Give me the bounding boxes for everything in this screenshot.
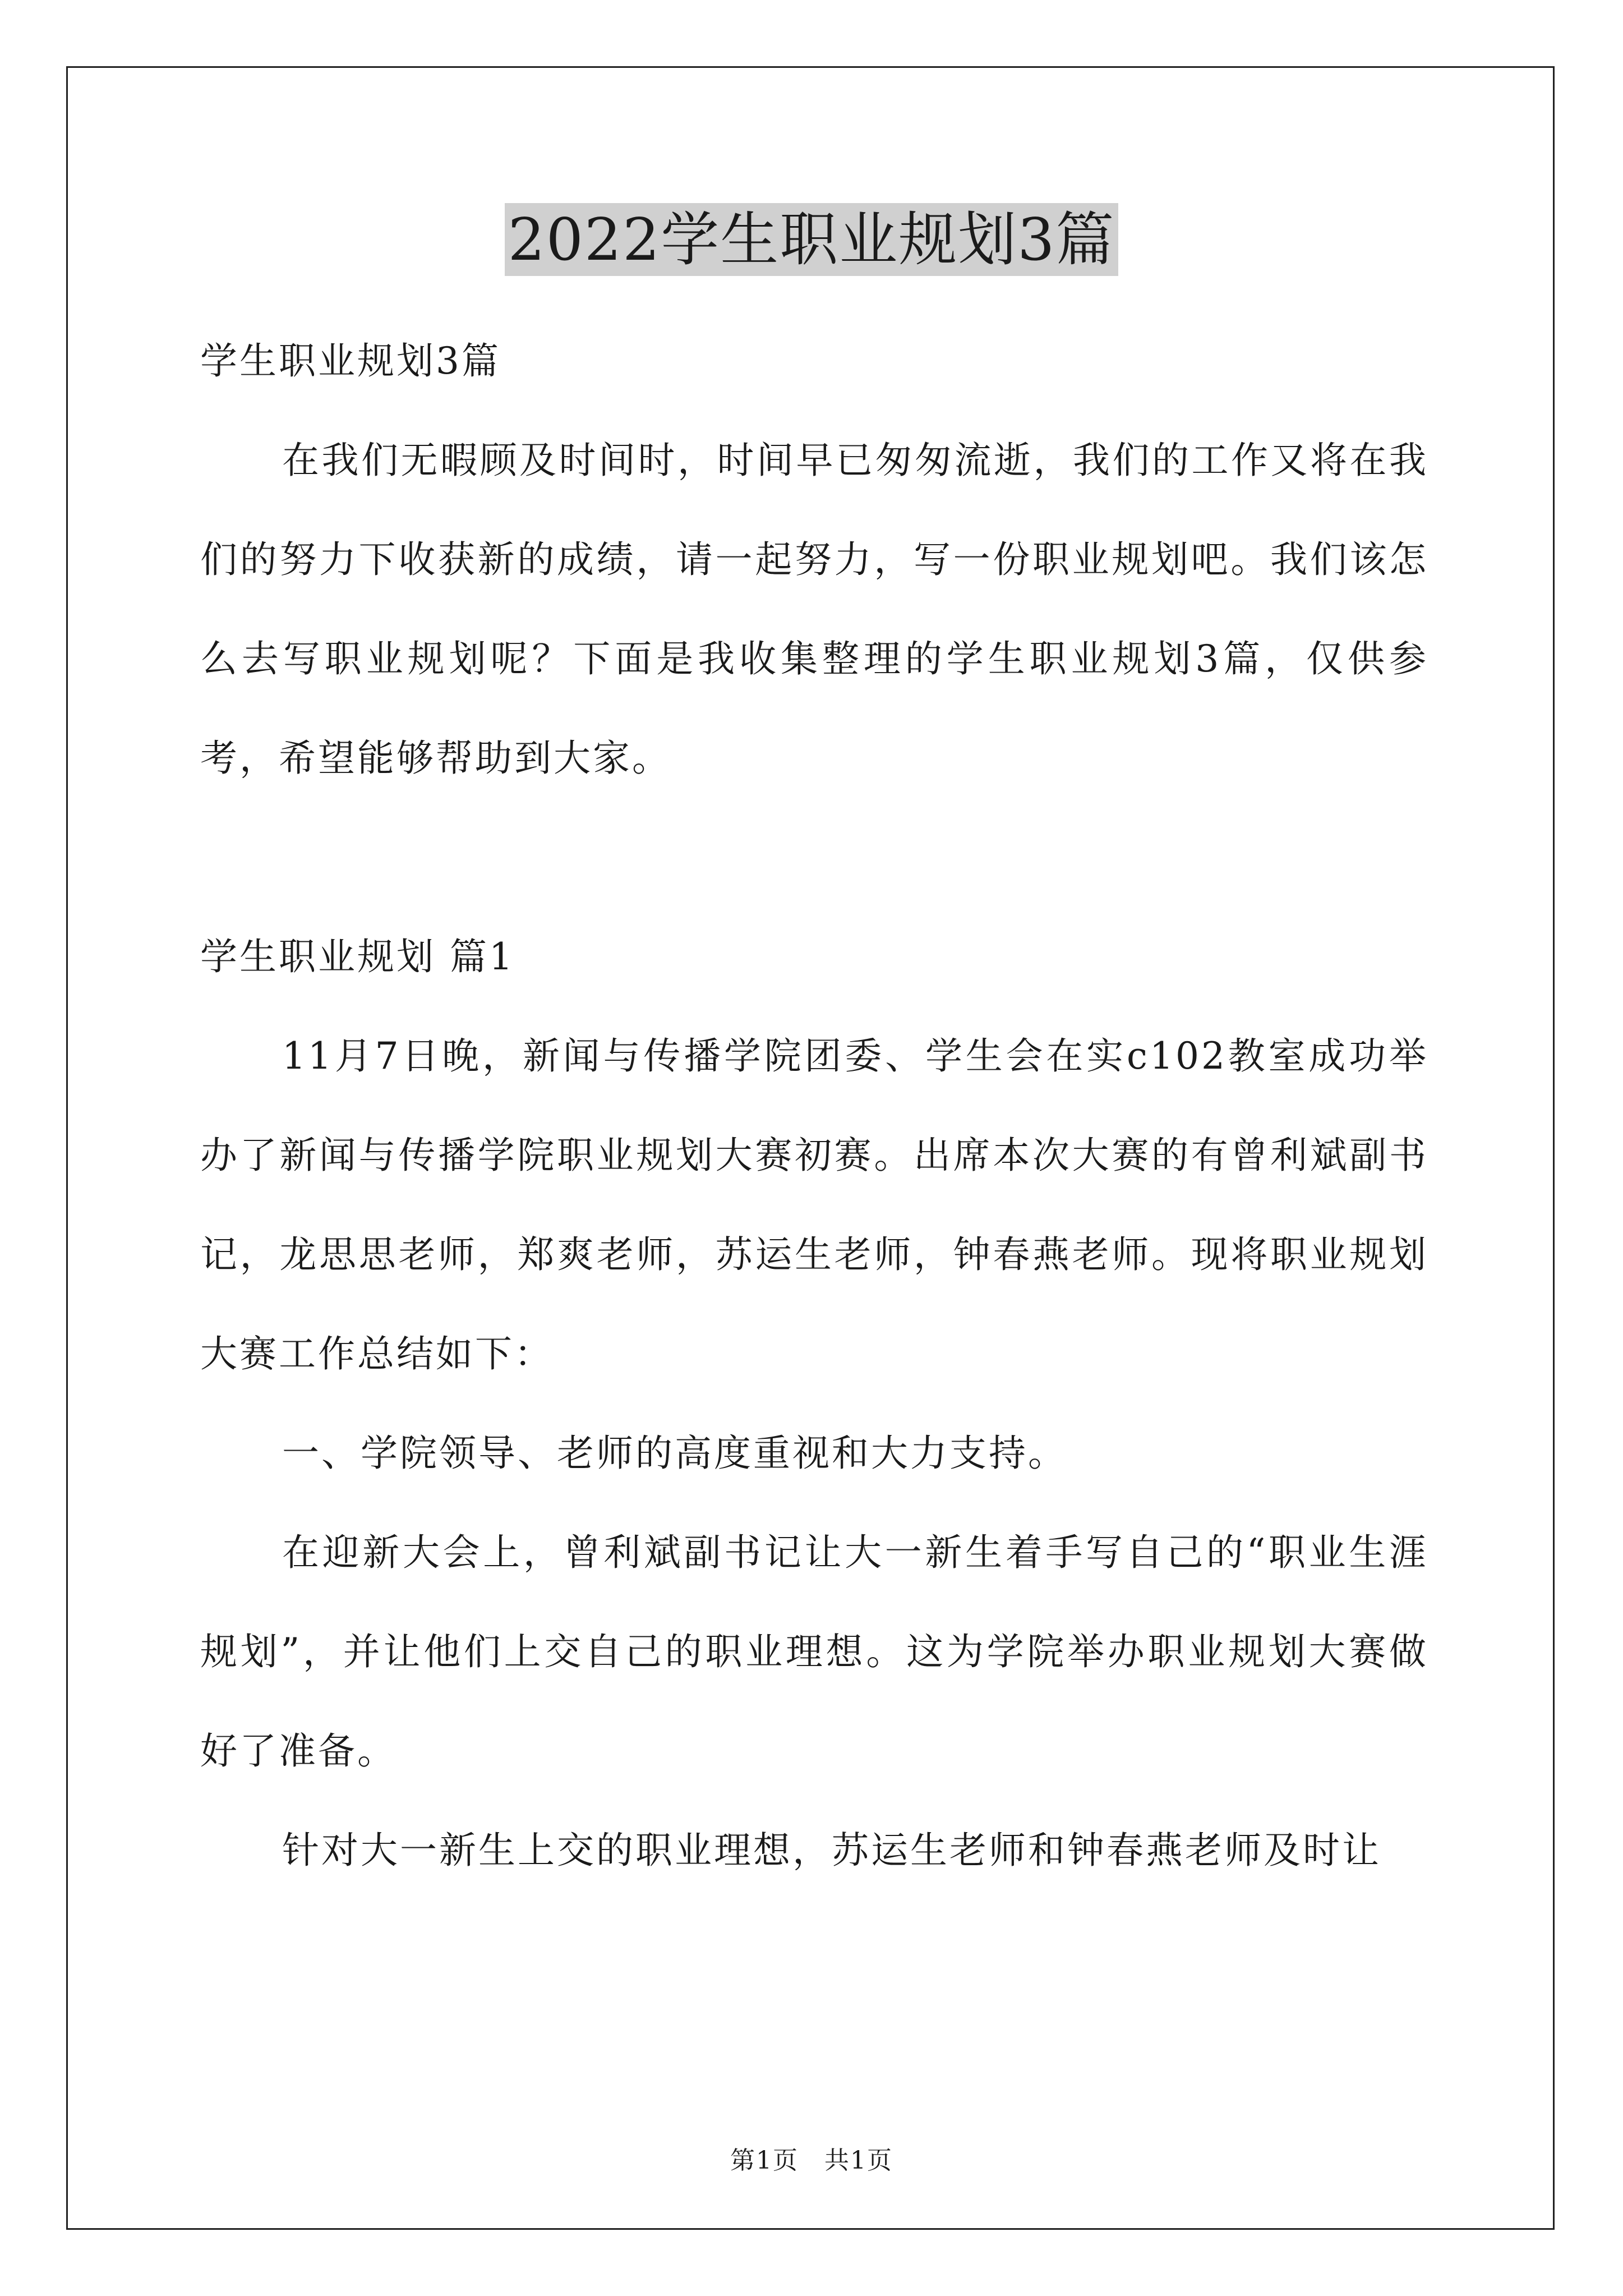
document-body bbox=[200, 311, 1428, 1900]
body-paragraph: 在我们无暇顾及时间时，时间早已匆匆流逝，我们的工作又将在我们的努力下收获新的成绩，请一起努力，写一份职业规划吧。我们该怎么去写职业规划呢？下面是我收集整理的学生职业规划3篇，仅供参考，希望能够帮助到大家。 bbox=[200, 439, 1428, 780]
body-paragraph: 一、学院领导、老师的高度重视和大力支持。 bbox=[282, 1432, 1067, 1475]
section-heading: 学生职业规划 篇1 bbox=[200, 935, 515, 978]
body-paragraph: 11月7日晚，新闻与传播学院团委、学生会在实c102教室成功举办了新闻与传播学院职业规划大赛初赛。出席本次大赛的有曾利斌副书记，龙思思老师，郑爽老师，苏运生老师，钟春燕老师。现将职业规划大赛工作总结如下： bbox=[200, 1034, 1428, 1375]
body-paragraph: 针对大一新生上交的职业理想，苏运生老师和钟春燕老师及时让 bbox=[282, 1829, 1381, 1872]
title-container bbox=[0, 203, 1623, 276]
document-title: 2022学生职业规划3篇 bbox=[505, 203, 1119, 276]
page-footer: 第1页 共1页 bbox=[730, 2146, 893, 2175]
body-paragraph: 在迎新大会上，曾利斌副书记让大一新生着手写自己的“职业生涯规划”，并让他们上交自己的职业理想。这为学院举办职业规划大赛做好了准备。 bbox=[200, 1531, 1428, 1773]
section-heading: 学生职业规划3篇 bbox=[200, 339, 501, 383]
